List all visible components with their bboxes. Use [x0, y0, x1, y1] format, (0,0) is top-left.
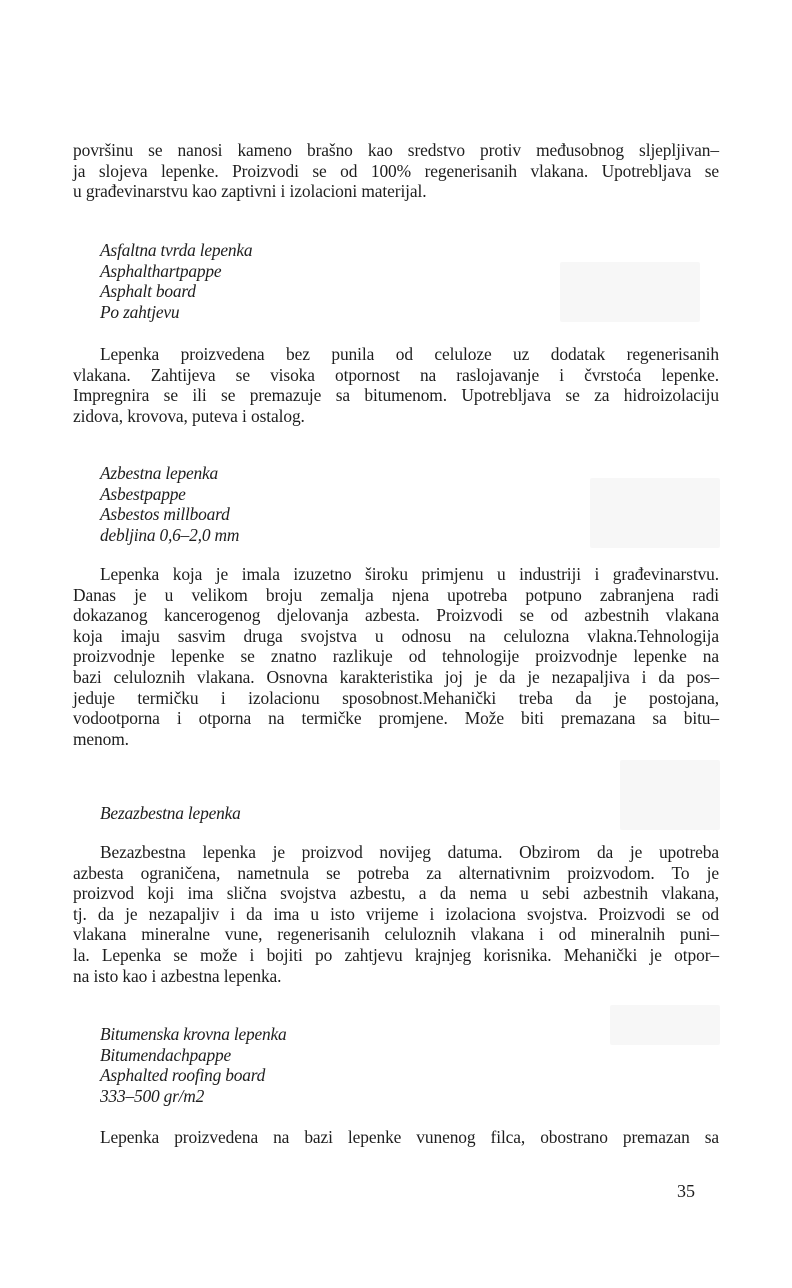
- term-name-en: Asbestos millboard: [100, 504, 230, 525]
- text-line: Impregnira se ili se premazuje sa bitumenom. Upotrebljava se za hidroizolaciju: [73, 385, 719, 406]
- text-line: vlakana. Zahtijeva se visoka otpornost na raslojavanje i čvrstoća lepenke.: [73, 364, 719, 385]
- text-line: jeduje termičku i izolacionu sposobnost.Mehanički treba da je postojana,: [73, 687, 719, 708]
- term-spec: 333–500 gr/m2: [100, 1085, 205, 1106]
- text-line: Danas je u velikom broju zemalja njena upotreba potpuno zabranjena radi: [73, 584, 719, 605]
- term-name-bs: Azbestna lepenka: [100, 463, 219, 483]
- paragraph-azbestna: [73, 564, 719, 749]
- paragraph-bitumenska: [73, 1127, 719, 1148]
- text-line: na isto kao i azbestna lepenka.: [73, 965, 282, 986]
- term-name-bs: Bezazbestna lepenka: [100, 803, 241, 823]
- term-name-de: Asbestpappe: [100, 483, 186, 504]
- text-line: zidova, krovova, puteva i ostalog.: [73, 405, 305, 426]
- term-name-en: Asphalt board: [100, 281, 196, 302]
- text-line: dokazanog kancerogenog djelovanja azbesta. Proizvodi se od azbestnih vlakana: [73, 605, 719, 626]
- text-line: Lepenka koja je imala izuzetno široku primjenu u industriji i građevinarstvu.: [100, 564, 719, 584]
- paragraph-asfaltna: [73, 344, 719, 426]
- show-through-mark: [560, 262, 700, 322]
- term-heading-bezazbestna-lepenka: [100, 803, 241, 824]
- text-line: u građevinarstvu kao zaptivni i izolacioni materijal.: [73, 181, 427, 202]
- term-spec: Po zahtjevu: [100, 301, 180, 322]
- term-heading-asfaltna-tvrda-lepenka: [100, 240, 252, 322]
- term-name-de: Bitumendachpappe: [100, 1044, 232, 1065]
- text-line: proizvodnje lepenke se znatno razlikuje od tehnologije proizvodnje lepenke na: [73, 646, 719, 667]
- text-line: bazi celuloznih vlakana. Osnovna karakteristika joj je da je nezapaljiva i da pos–: [73, 666, 719, 687]
- text-line: azbesta ograničena, nametnula se potreba za alternativnim proizvodom. To je: [73, 862, 719, 883]
- show-through-mark: [620, 760, 720, 830]
- term-heading-azbestna-lepenka: [100, 463, 239, 545]
- text-line: vodootporna i otporna na termičke promjene. Može biti premazana sa bitu–: [73, 708, 719, 729]
- term-name-bs: Bitumenska krovna lepenka: [100, 1024, 287, 1044]
- text-line: Lepenka proizvedena bez punila od celuloze uz dodatak regenerisanih: [100, 344, 719, 364]
- term-name-de: Asphalthartpappe: [100, 260, 222, 281]
- term-name-bs: Asfaltna tvrda lepenka: [100, 240, 253, 260]
- text-line: la. Lepenka se može i bojiti po zahtjevu krajnjeg korisnika. Mehanički je otpor–: [73, 944, 719, 965]
- text-line: menom.: [73, 728, 129, 749]
- text-line: proizvod koji ima slična svojstva azbestu, a da nema u sebi azbestnih vlakana,: [73, 883, 719, 904]
- show-through-mark: [610, 1005, 720, 1045]
- paragraph-bezazbestna: [73, 842, 719, 986]
- text-line: tj. da je nezapaljiv i da ima u isto vrijeme i izolaciona svojstva. Proizvodi se od: [73, 903, 719, 924]
- text-line: Lepenka proizvedena na bazi lepenke vunenog filca, obostrano premazan sa: [100, 1127, 719, 1147]
- text-line: koja imaju sasvim druga svojstva u odnosu na celulozna vlakna.Tehnologija: [73, 625, 719, 646]
- term-heading-bitumenska-krovna-lepenka: [100, 1024, 287, 1106]
- page-number: 35: [677, 1181, 695, 1201]
- paragraph-continuation: [73, 140, 719, 202]
- text-line: površinu se nanosi kameno brašno kao sredstvo protiv međusobnog sljepljivan–: [73, 140, 719, 160]
- text-line: vlakana mineralne vune, regenerisanih celuloznih vlakana i od mineralnih puni–: [73, 924, 719, 945]
- text-line: Bezazbestna lepenka je proizvod novijeg datuma. Obzirom da je upotreba: [100, 842, 719, 862]
- term-spec: debljina 0,6–2,0 mm: [100, 524, 240, 545]
- show-through-mark: [590, 478, 720, 548]
- text-line: ja slojeva lepenke. Proizvodi se od 100% regenerisanih vlakana. Upotrebljava se: [73, 160, 719, 181]
- term-name-en: Asphalted roofing board: [100, 1065, 266, 1086]
